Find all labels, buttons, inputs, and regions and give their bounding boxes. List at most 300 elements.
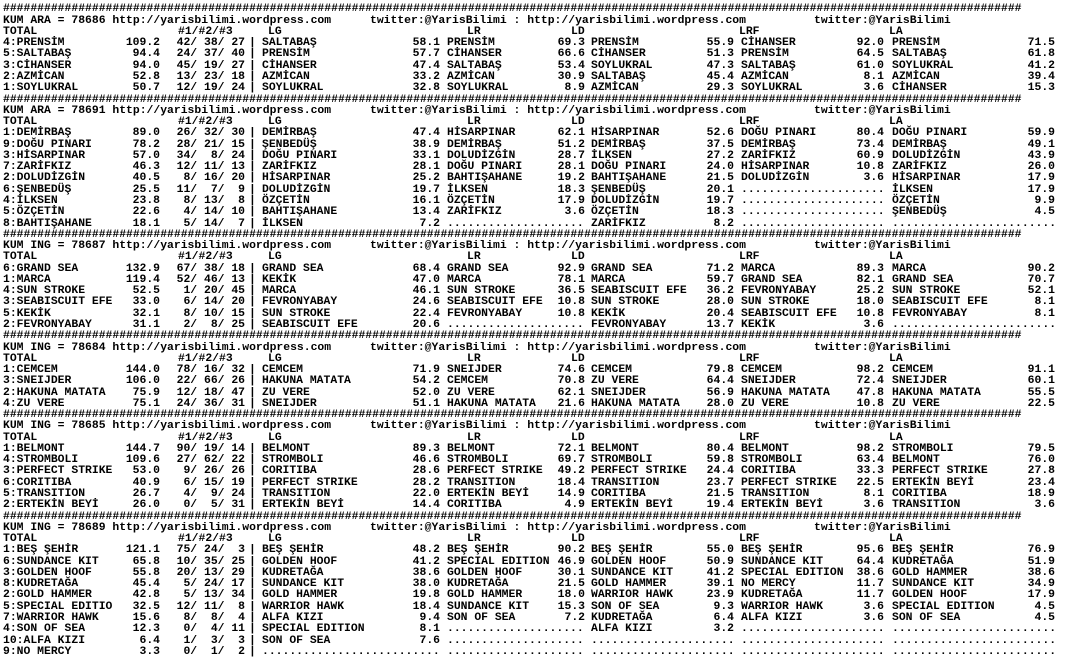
column-divider: | xyxy=(249,318,256,331)
lrf-empty-fill: ..................... xyxy=(741,206,885,219)
split-positions: 22/ 66/ 26 xyxy=(176,375,245,388)
lrf-empty-fill: ..................... xyxy=(741,645,885,657)
horse-label: 8:KUDRETAĞA xyxy=(3,578,79,591)
header-lg: LG xyxy=(268,251,282,264)
la-rank-value: 4.5 xyxy=(1034,600,1055,613)
lrf-rank-name: TRANSITION xyxy=(741,488,810,500)
lrf-rank-name: ERTEKİN BEYİ xyxy=(741,499,824,512)
lg-rank-value: 33.2 xyxy=(412,71,440,84)
split-positions: 4/ 9/ 24 xyxy=(176,488,245,500)
ld-rank-value: 18.3 xyxy=(706,206,734,219)
header-lr: LR xyxy=(467,116,481,129)
header-lr: LR xyxy=(467,533,481,546)
hash-rule: ##################################################################################################################################################### xyxy=(3,510,1022,523)
lrf-rank-value: 25.2 xyxy=(856,285,884,298)
twitter-link[interactable]: twitter:@YarisBilimi : http://yarisbilimi.wordpress.com xyxy=(370,104,746,117)
split-positions: 5/ 24/ 17 xyxy=(176,578,245,591)
la-rank-name: DOLUDİZGİN xyxy=(892,149,961,162)
ld-rank-name: SOYLUKRAL xyxy=(591,59,653,72)
horse-label: 5:SALTABAŞ xyxy=(3,48,72,61)
lg-rank-value: 32.8 xyxy=(412,82,440,95)
lg-rank-value: 47.4 xyxy=(412,59,440,72)
lr-rank-value: 18.4 xyxy=(557,476,585,489)
twitter-link[interactable]: twitter:@YarisBilimi : http://yarisbilimi.wordpress.com xyxy=(370,341,746,354)
la-rank-value: 17.9 xyxy=(1027,172,1055,185)
lrf-rank-name: PERFECT STRIKE xyxy=(741,476,837,489)
lrf-rank-name: ZARİFKIZ xyxy=(741,149,796,162)
hash-rule: ##################################################################################################################################################### xyxy=(3,3,1022,16)
lg-rank-value: 9.4 xyxy=(419,611,440,624)
lr-rank-name: BELMONT xyxy=(447,442,495,455)
la-rank-value: 55.5 xyxy=(1027,386,1055,399)
lr-rank-value: 15.3 xyxy=(557,600,585,613)
lg-rank-value: 24.6 xyxy=(412,296,440,309)
header-lrf: LRF xyxy=(739,431,760,444)
result-row xyxy=(0,128,1077,139)
twitter-handle[interactable]: twitter:@YarisBilimi xyxy=(814,14,951,27)
header-splits: #1/#2/#3 xyxy=(178,533,233,546)
split-positions: 5/ 14/ 7 xyxy=(176,217,245,230)
horse-label: 1:CEMCEM xyxy=(3,364,58,377)
ld-rank-name: GOLD HAMMER xyxy=(591,578,667,591)
column-divider: | xyxy=(249,285,256,298)
la-rank-value: 38.6 xyxy=(1027,566,1055,579)
total-score: 18.1 xyxy=(132,217,160,230)
lrf-rank-name: CEMCEM xyxy=(741,364,783,377)
la-rank-name: HAKUNA MATATA xyxy=(892,386,981,399)
lg-rank-name: ŞENBEDÜŞ xyxy=(262,138,317,151)
la-rank-value: 4.5 xyxy=(1034,206,1055,219)
total-score: 23.8 xyxy=(132,194,160,207)
horse-label: 2:ERTEKİN BEYİ xyxy=(3,499,99,512)
ld-rank-name: WARRIOR HAWK xyxy=(591,589,674,602)
lrf-rank-value: 10.8 xyxy=(856,161,884,174)
horse-label: 4:SON OF SEA xyxy=(3,623,86,636)
column-divider: | xyxy=(249,623,256,636)
la-rank-value: 34.9 xyxy=(1027,578,1055,591)
horse-label: 7:WARRIOR HAWK xyxy=(3,611,99,624)
result-row xyxy=(0,545,1077,556)
split-positions: 12/ 19/ 24 xyxy=(176,82,245,95)
lr-rank-value: 51.2 xyxy=(557,138,585,151)
lrf-rank-name: SEABISCUIT EFE xyxy=(741,307,837,320)
header-total: TOTAL xyxy=(3,25,38,38)
result-row xyxy=(0,647,1077,657)
lrf-empty-fill: ..................... xyxy=(741,194,885,207)
lrf-rank-value: 89.3 xyxy=(856,262,884,275)
ld-rank-name: SON OF SEA xyxy=(591,600,660,613)
la-rank-value: 76.0 xyxy=(1027,454,1055,467)
header-lrf: LRF xyxy=(739,116,760,129)
header-lrf: LRF xyxy=(739,251,760,264)
column-divider: | xyxy=(249,555,256,568)
la-rank-value: 39.4 xyxy=(1027,71,1055,84)
la-rank-name: SNEIJDER xyxy=(892,375,947,388)
lr-rank-name: AZMİCAN xyxy=(447,71,495,84)
ld-rank-value: 21.5 xyxy=(706,172,734,185)
lrf-empty-fill: ..................... xyxy=(741,217,885,230)
total-score: 119.4 xyxy=(125,273,160,286)
split-positions: 11/ 7/ 9 xyxy=(176,183,245,196)
lg-rank-value: 41.2 xyxy=(412,555,440,568)
header-total: TOTAL xyxy=(3,352,38,365)
header-ld: LD xyxy=(571,116,585,129)
lg-rank-value: 89.3 xyxy=(412,442,440,455)
la-rank-name: GRAND SEA xyxy=(892,273,954,286)
total-score: 40.5 xyxy=(132,172,160,185)
ld-rank-value: 45.4 xyxy=(706,71,734,84)
ld-rank-value: 19.4 xyxy=(706,499,734,512)
total-score: 144.0 xyxy=(125,364,160,377)
ld-rank-value: 37.5 xyxy=(706,138,734,151)
lg-rank-name: BEŞ ŞEHİR xyxy=(262,544,324,557)
lr-rank-name: TRANSITION xyxy=(447,476,516,489)
lg-rank-name: SUN STROKE xyxy=(262,307,331,320)
lrf-rank-name: CİHANSER xyxy=(741,37,796,50)
total-score: 94.0 xyxy=(132,59,160,72)
horse-label: 1:BELMONT xyxy=(3,442,65,455)
ld-rank-value: 39.1 xyxy=(706,578,734,591)
split-positions: 8/ 10/ 15 xyxy=(176,307,245,320)
la-rank-value: 8.1 xyxy=(1034,307,1055,320)
lg-rank-name: PERFECT STRIKE xyxy=(262,476,358,489)
ld-rank-name: PERFECT STRIKE xyxy=(591,465,687,478)
lr-rank-name: GRAND SEA xyxy=(447,262,509,275)
split-positions: 67/ 38/ 18 xyxy=(176,262,245,275)
total-score: 89.0 xyxy=(132,127,160,140)
lr-rank-value: 49.2 xyxy=(557,465,585,478)
lrf-rank-value: 82.1 xyxy=(856,273,884,286)
horse-label: 6:SUNDANCE KIT xyxy=(3,555,99,568)
ld-rank-value: 59.7 xyxy=(706,273,734,286)
split-positions: 13/ 23/ 18 xyxy=(176,71,245,84)
lr-rank-value: 72.1 xyxy=(557,442,585,455)
total-score: 26.7 xyxy=(132,488,160,500)
split-positions: 45/ 19/ 27 xyxy=(176,59,245,72)
ld-rank-name: ŞENBEDÜŞ xyxy=(591,183,646,196)
twitter-link[interactable]: twitter:@YarisBilimi : http://yarisbilimi.wordpress.com xyxy=(370,240,746,253)
la-rank-value: 76.9 xyxy=(1027,544,1055,557)
header-splits: #1/#2/#3 xyxy=(178,251,233,264)
la-empty-fill: ........................ xyxy=(892,634,1057,647)
twitter-handle[interactable]: twitter:@YarisBilimi xyxy=(814,521,951,534)
lr-rank-value: 62.1 xyxy=(557,386,585,399)
twitter-handle[interactable]: twitter:@YarisBilimi xyxy=(814,104,951,117)
lg-rank-value: 47.0 xyxy=(412,273,440,286)
ld-rank-name: HAKUNA MATATA xyxy=(591,397,680,410)
la-rank-value: 9.9 xyxy=(1034,194,1055,207)
lrf-rank-name: CORITIBA xyxy=(741,465,796,478)
lr-rank-name: STROMBOLI xyxy=(447,454,509,467)
header-lr: LR xyxy=(467,25,481,38)
lg-rank-name: ZU VERE xyxy=(262,386,310,399)
horse-label: 5:TRANSITION xyxy=(3,488,86,500)
split-positions: 5/ 13/ 34 xyxy=(176,589,245,602)
lr-rank-name: DEMİRBAŞ xyxy=(447,138,502,151)
ld-rank-value: 47.3 xyxy=(706,59,734,72)
column-divider: | xyxy=(249,499,256,512)
hash-rule: ##################################################################################################################################################### xyxy=(3,228,1022,241)
horse-label: 5:KEKİK xyxy=(3,307,51,320)
total-score: 75.1 xyxy=(132,397,160,410)
lr-empty-fill: .................... xyxy=(447,634,584,647)
ld-rank-value: 55.9 xyxy=(706,37,734,50)
header-lg: LG xyxy=(268,431,282,444)
lr-empty-fill: .................... xyxy=(447,645,584,657)
la-rank-name: SALTABAŞ xyxy=(892,48,947,61)
total-score: 22.6 xyxy=(132,206,160,219)
twitter-link[interactable]: twitter:@YarisBilimi : http://yarisbilimi.wordpress.com xyxy=(370,14,746,27)
split-positions: 78/ 16/ 32 xyxy=(176,364,245,377)
lr-rank-name: GOLD HAMMER xyxy=(447,589,523,602)
lrf-rank-value: 47.8 xyxy=(856,386,884,399)
horse-label: 1:MARCA xyxy=(3,273,51,286)
split-positions: 0/ 4/ 11 xyxy=(176,623,245,636)
split-positions: 2/ 8/ 25 xyxy=(176,318,245,331)
lr-rank-name: PERFECT STRIKE xyxy=(447,465,543,478)
la-rank-value: 70.7 xyxy=(1027,273,1055,286)
total-score: 78.2 xyxy=(132,138,160,151)
lr-rank-name: FEVRONYABAY xyxy=(447,307,523,320)
la-rank-name: DEMİRBAŞ xyxy=(892,138,947,151)
lg-rank-name: TRANSITION xyxy=(262,488,331,500)
lr-rank-name: SON OF SEA xyxy=(447,611,516,624)
la-rank-value: 17.9 xyxy=(1027,183,1055,196)
lg-rank-value: 47.4 xyxy=(412,127,440,140)
ld-rank-name: ÖZÇETİN xyxy=(591,206,639,219)
lrf-rank-value: 3.6 xyxy=(863,499,884,512)
result-row xyxy=(0,83,1077,94)
ld-rank-name: SNEIJDER xyxy=(591,386,646,399)
header-ld: LD xyxy=(571,431,585,444)
la-rank-value: 26.0 xyxy=(1027,161,1055,174)
header-lg: LG xyxy=(268,25,282,38)
horse-label: 2:FEVRONYABAY xyxy=(3,318,92,331)
lr-rank-name: HAKUNA MATATA xyxy=(447,397,536,410)
split-positions: 0/ 5/ 31 xyxy=(176,499,245,512)
lg-rank-value: 20.6 xyxy=(412,318,440,331)
result-row xyxy=(0,207,1077,218)
split-positions: 12/ 11/ 13 xyxy=(176,161,245,174)
column-divider: | xyxy=(249,488,256,500)
total-score: 53.0 xyxy=(132,465,160,478)
lr-rank-name: BEŞ ŞEHİR xyxy=(447,544,509,557)
ld-rank-name: MARCA xyxy=(591,273,626,286)
twitter-link[interactable]: twitter:@YarisBilimi : http://yarisbilimi.wordpress.com xyxy=(370,420,746,433)
lg-rank-name: DOĞU PINARI xyxy=(262,149,338,162)
column-divider: | xyxy=(249,634,256,647)
column-divider: | xyxy=(249,59,256,72)
lr-rank-value: 28.7 xyxy=(557,149,585,162)
header-splits: #1/#2/#3 xyxy=(178,116,233,129)
lr-rank-name: SNEIJDER xyxy=(447,364,502,377)
result-row xyxy=(0,590,1077,601)
lg-rank-name: SALTABAŞ xyxy=(262,37,317,50)
total-score: 33.0 xyxy=(132,296,160,309)
la-rank-name: SOYLUKRAL xyxy=(892,59,954,72)
horse-label: 1:SOYLUKRAL xyxy=(3,82,79,95)
lrf-rank-name: STROMBOLI xyxy=(741,454,803,467)
hash-rule: ##################################################################################################################################################### xyxy=(3,409,1022,422)
lg-rank-name: DOLUDİZGİN xyxy=(262,183,331,196)
twitter-handle[interactable]: twitter:@YarisBilimi xyxy=(814,240,951,253)
lr-rank-value: 3.6 xyxy=(564,206,585,219)
total-score: 6.4 xyxy=(139,634,160,647)
la-rank-name: CORITIBA xyxy=(892,488,947,500)
lrf-rank-value: 64.4 xyxy=(856,555,884,568)
lg-rank-name: GRAND SEA xyxy=(262,262,324,275)
lr-rank-name: SUNDANCE KIT xyxy=(447,600,530,613)
separator-rule xyxy=(0,331,1077,342)
lg-rank-value: 46.6 xyxy=(412,454,440,467)
column-divider: | xyxy=(249,442,256,455)
ld-rank-value: 9.3 xyxy=(713,600,734,613)
lrf-empty-fill: ..................... xyxy=(741,183,885,196)
lg-rank-name: CEMCEM xyxy=(262,364,304,377)
horse-label: 1:DEMİRBAŞ xyxy=(3,127,72,140)
header-lrf: LRF xyxy=(739,533,760,546)
split-positions: 26/ 32/ 30 xyxy=(176,127,245,140)
lr-empty-fill: .................... xyxy=(447,318,584,331)
horse-label: 2:DOLUDİZGİN xyxy=(3,172,86,185)
ld-rank-value: 20.1 xyxy=(706,183,734,196)
lr-rank-value: 70.8 xyxy=(557,375,585,388)
race-title: KUM ING = 78685 http://yarisbilimi.wordpress.com xyxy=(3,420,332,433)
split-positions: 10/ 35/ 25 xyxy=(176,555,245,568)
lr-rank-name: CİHANSER xyxy=(447,48,502,61)
total-score: 32.5 xyxy=(132,600,160,613)
horse-label: 5:ÖZÇETİN xyxy=(3,206,65,219)
lr-rank-value: 62.1 xyxy=(557,127,585,140)
lr-rank-value: 19.2 xyxy=(557,172,585,185)
twitter-handle[interactable]: twitter:@YarisBilimi xyxy=(814,341,951,354)
total-score: 25.5 xyxy=(132,183,160,196)
la-rank-value: 43.9 xyxy=(1027,149,1055,162)
horse-label: 3:PERFECT STRIKE xyxy=(3,465,113,478)
ld-rank-value: 21.5 xyxy=(706,488,734,500)
lrf-rank-value: 3.6 xyxy=(863,82,884,95)
header-la: LA xyxy=(889,116,903,129)
header-lrf: LRF xyxy=(739,25,760,38)
column-divider: | xyxy=(249,183,256,196)
total-score: 75.9 xyxy=(132,386,160,399)
split-positions: 8/ 13/ 8 xyxy=(176,194,245,207)
horse-label: 5:SPECIAL EDITIO xyxy=(3,600,113,613)
la-empty-fill: ........................ xyxy=(892,623,1057,636)
la-rank-value: 15.3 xyxy=(1027,82,1055,95)
section-title-line xyxy=(0,343,1077,354)
total-score: 46.3 xyxy=(132,161,160,174)
total-score: 42.8 xyxy=(132,589,160,602)
la-rank-value: 27.8 xyxy=(1027,465,1055,478)
lg-rank-name: BELMONT xyxy=(262,442,310,455)
twitter-handle[interactable]: twitter:@YarisBilimi xyxy=(814,420,951,433)
ld-rank-name: CEMCEM xyxy=(591,364,633,377)
la-empty-fill: ........................ xyxy=(892,217,1057,230)
lg-rank-value: 8.1 xyxy=(419,623,440,636)
split-positions: 24/ 37/ 40 xyxy=(176,48,245,61)
separator-rule xyxy=(0,4,1077,15)
column-divider: | xyxy=(249,82,256,95)
ld-rank-name: GOLDEN HOOF xyxy=(591,555,667,568)
lr-rank-name: ZARİFKIZ xyxy=(447,206,502,219)
split-positions: 24/ 36/ 31 xyxy=(176,397,245,410)
section-title-line xyxy=(0,523,1077,534)
lr-rank-name: PRENSİM xyxy=(447,37,495,50)
lrf-rank-value: 8.1 xyxy=(863,488,884,500)
lg-rank-name: ZARİFKIZ xyxy=(262,161,317,174)
header-splits: #1/#2/#3 xyxy=(178,352,233,365)
la-rank-value: 61.8 xyxy=(1027,48,1055,61)
lr-rank-value: 28.1 xyxy=(557,161,585,174)
lr-empty-fill: .................... xyxy=(447,217,584,230)
header-splits: #1/#2/#3 xyxy=(178,431,233,444)
la-rank-name: ZARİFKIZ xyxy=(892,161,947,174)
lg-rank-name: GOLD HAMMER xyxy=(262,589,338,602)
lg-rank-name: ÖZÇETİN xyxy=(262,194,310,207)
ld-rank-name: SALTABAŞ xyxy=(591,71,646,84)
column-divider: | xyxy=(249,161,256,174)
lr-rank-value: 17.9 xyxy=(557,194,585,207)
column-divider: | xyxy=(249,566,256,579)
lg-rank-name: SON OF SEA xyxy=(262,634,331,647)
total-score: 109.2 xyxy=(125,37,160,50)
ld-rank-value: 8.2 xyxy=(713,217,734,230)
lg-rank-name: STROMBOLI xyxy=(262,454,324,467)
ld-rank-name: CORITIBA xyxy=(591,488,646,500)
lrf-rank-name: DOLUDİZGİN xyxy=(741,172,810,185)
section-title-line xyxy=(0,16,1077,27)
twitter-link[interactable]: twitter:@YarisBilimi : http://yarisbilimi.wordpress.com xyxy=(370,521,746,534)
lrf-empty-fill: ..................... xyxy=(741,634,885,647)
la-rank-value: 3.6 xyxy=(1034,499,1055,512)
section-title-line xyxy=(0,106,1077,117)
lg-rank-value: 28.2 xyxy=(412,476,440,489)
total-score: 3.3 xyxy=(139,645,160,657)
column-header-line xyxy=(0,252,1077,263)
lg-rank-value: 18.4 xyxy=(412,600,440,613)
lrf-rank-name: SOYLUKRAL xyxy=(741,82,803,95)
lrf-empty-fill: ..................... xyxy=(741,623,885,636)
ld-rank-name: KUDRETAĞA xyxy=(591,611,653,624)
column-divider: | xyxy=(249,138,256,151)
split-positions: 90/ 19/ 14 xyxy=(176,442,245,455)
ld-rank-name: STROMBOLI xyxy=(591,454,653,467)
lg-rank-value: 46.1 xyxy=(412,285,440,298)
lg-rank-name: DEMİRBAŞ xyxy=(262,127,317,140)
column-divider: | xyxy=(249,611,256,624)
la-rank-name: ŞENBEDÜŞ xyxy=(892,206,947,219)
lrf-rank-name: ZU VERE xyxy=(741,397,789,410)
la-rank-name: SON OF SEA xyxy=(892,611,961,624)
lr-rank-value: 14.9 xyxy=(557,488,585,500)
lr-rank-name: DOLUDİZGİN xyxy=(447,149,516,162)
la-rank-value: 60.1 xyxy=(1027,375,1055,388)
lg-rank-name: CORITIBA xyxy=(262,465,317,478)
lr-rank-name: CORITIBA xyxy=(447,499,502,512)
lr-rank-value: 78.1 xyxy=(557,273,585,286)
column-divider: | xyxy=(249,206,256,219)
lr-rank-name: ERTEKİN BEYİ xyxy=(447,488,530,500)
ld-rank-value: 51.3 xyxy=(706,48,734,61)
lg-rank-name: HİSARPINAR xyxy=(262,172,331,185)
split-positions: 27/ 62/ 22 xyxy=(176,454,245,467)
lrf-rank-name: SUNDANCE KIT xyxy=(741,555,824,568)
horse-label: 2:GOLD HAMMER xyxy=(3,589,92,602)
lr-rank-value: 21.5 xyxy=(557,578,585,591)
lr-rank-value: 30.1 xyxy=(557,566,585,579)
lrf-rank-name: SNEIJDER xyxy=(741,375,796,388)
